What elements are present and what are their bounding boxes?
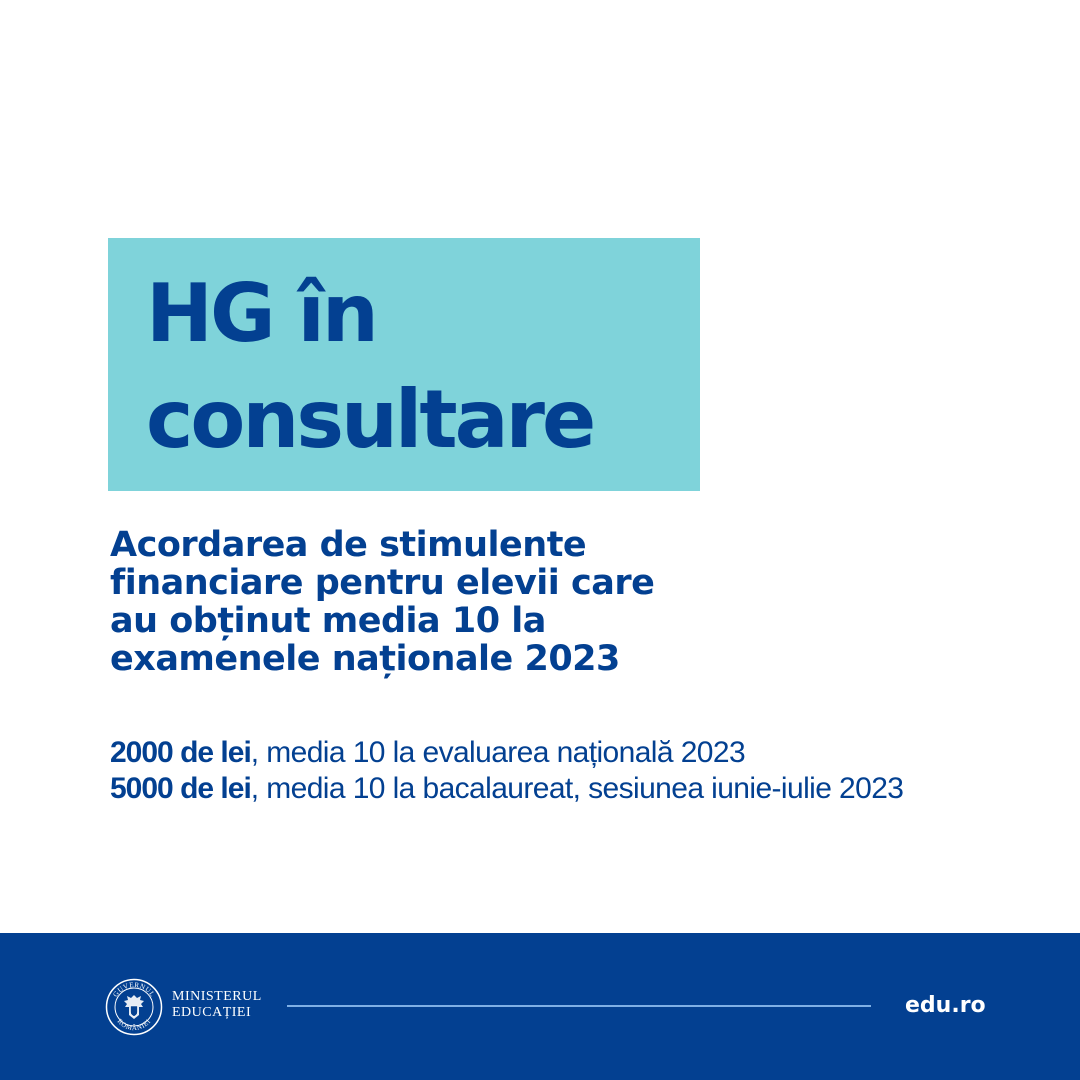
subtitle-line-2: financiare pentru elevii care: [110, 563, 655, 603]
ministry-name-line-1: MINISTERUL: [172, 989, 262, 1004]
detail-line-1: [110, 735, 1050, 771]
subtitle-line-1: Acordarea de stimulente: [110, 525, 587, 565]
emblem-top-text: GUVERNUL: [111, 980, 157, 999]
emblem-bottom-text: ROMÂNIEI: [115, 1017, 153, 1033]
ministry-name: [172, 989, 262, 1021]
headline-line-1: HG în: [146, 267, 376, 360]
subtitle-line-3: au obținut media 10 la: [110, 601, 546, 641]
subtitle: [110, 526, 910, 678]
detail-amount-2: 5000 de lei: [110, 772, 251, 805]
romanian-coat-of-arms-icon: [105, 978, 163, 1036]
detail-text-1: , media 10 la evaluarea națională 2023: [250, 736, 746, 769]
svg-text:ROMÂNIEI: [116, 1017, 153, 1032]
details: [110, 735, 1050, 807]
website-link[interactable]: edu.ro: [905, 993, 986, 1018]
headline-line-2: consultare: [146, 373, 594, 466]
detail-text-2: , media 10 la bacalaureat, sesiunea iunie-iulie 2023: [250, 772, 904, 805]
detail-line-2: [110, 771, 1050, 807]
footer-divider: [287, 1005, 871, 1007]
detail-amount-1: 2000 de lei: [110, 736, 251, 769]
headline-box: [108, 238, 700, 491]
ministry-name-line-2: EDUCAȚIEI: [172, 1005, 252, 1020]
footer: [0, 933, 1080, 1080]
subtitle-line-4: examenele naționale 2023: [110, 639, 620, 679]
